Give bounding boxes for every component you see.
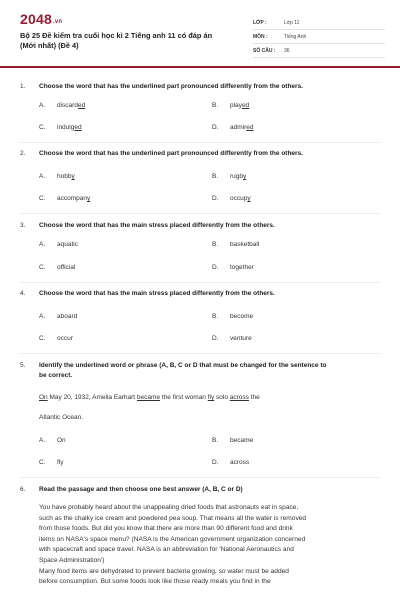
question-3: [20, 221, 380, 231]
option-d[interactable]: D. admired: [212, 124, 254, 131]
meta-label: SỐ CÂU :: [253, 48, 276, 54]
option-b[interactable]: B. become: [212, 313, 254, 320]
question-number: 5.: [20, 362, 26, 369]
option-b[interactable]: B. played: [212, 102, 250, 109]
question-text: Choose the word that has the main stress placed differently from the others.: [39, 222, 275, 229]
question-text: Identify the underlined word or phrase (A, B, C or D that must be changed for the sentence to: [39, 362, 327, 369]
question-text: Choose the word that has the underlined part pronounced differently from the others.: [39, 150, 303, 157]
divider: [20, 282, 380, 283]
option-c[interactable]: C. indulged: [39, 124, 82, 131]
passage-line: such as the chalky ice cream and powdered pea soup. That means all the water is removed: [39, 514, 307, 522]
option-letter: D.: [212, 459, 219, 466]
option-letter: D.: [212, 264, 219, 271]
question-text-cont: be correct.: [39, 372, 73, 379]
question-text: Read the passage and then choose one best answer (A, B, C or D): [39, 486, 243, 493]
divider: [20, 353, 380, 354]
question-text: Choose the word that has the main stress placed differently from the others.: [39, 290, 275, 297]
option-b[interactable]: B. basketball: [212, 241, 260, 248]
option-letter: C.: [39, 335, 46, 342]
option-letter: C.: [39, 195, 46, 202]
meta-value: 36: [284, 48, 290, 54]
option-letter: B.: [212, 437, 219, 444]
option-a[interactable]: A. hobby: [39, 173, 75, 180]
option-a[interactable]: A. On: [39, 437, 66, 444]
question-sentence-cont: Atlantic Ocean.: [39, 414, 84, 421]
question-6: [20, 485, 380, 495]
question-number: 3.: [20, 222, 26, 229]
question-1: [20, 82, 380, 92]
option-a[interactable]: A. aboard: [39, 313, 78, 320]
divider: [20, 213, 380, 214]
option-letter: B.: [212, 313, 219, 320]
option-c[interactable]: C. fly: [39, 459, 64, 466]
passage-line: from those foods. But did you know that there are more than 90 different food and drink: [39, 525, 293, 533]
option-letter: A.: [39, 102, 46, 109]
meta-row-count: [253, 45, 385, 58]
option-letter: A.: [39, 173, 46, 180]
passage-line: before consumption. But some foods look like those ready meals you find in the: [39, 578, 271, 586]
option-c[interactable]: C. accompany: [39, 195, 91, 202]
question-number: 2.: [20, 150, 26, 157]
question-number: 1.: [20, 83, 26, 90]
option-b[interactable]: B. rugby: [212, 173, 247, 180]
option-d[interactable]: D. across: [212, 459, 250, 466]
option-a[interactable]: A. discarded: [39, 102, 86, 109]
meta-row-class: [253, 17, 385, 30]
option-letter: B.: [212, 241, 219, 248]
question-2: [20, 149, 380, 159]
option-letter: D.: [212, 195, 219, 202]
question-sentence: On May 20, 1932, Amelia Earhart became the first woman fly solo across the: [39, 394, 260, 401]
page-header: [0, 0, 400, 68]
question-5: [20, 361, 380, 381]
passage-line: You have probably heard about the unappealing dried foods that astronauts eat in space,: [39, 504, 299, 511]
meta-label: LỚP :: [253, 20, 267, 26]
option-letter: B.: [212, 173, 219, 180]
option-letter: B.: [212, 102, 219, 109]
option-d[interactable]: D. venture: [212, 335, 252, 342]
document-title: Bộ 25 Đề kiểm tra cuối học kì 2 Tiếng anh 11 có đáp án (Mới nhất) (Đề 4): [20, 31, 213, 50]
option-letter: C.: [39, 124, 46, 131]
reading-passage: [39, 503, 375, 588]
passage-line: items on NASA's space menu? (NASA is the American government organization concerned: [39, 535, 306, 543]
meta-value: Lớp 11: [284, 20, 300, 26]
meta-label: MÔN :: [253, 34, 268, 40]
divider: [20, 477, 380, 478]
option-d[interactable]: D. together: [212, 264, 254, 271]
option-b[interactable]: B. became: [212, 437, 254, 444]
passage-line: with spacecraft and space travel. NASA is an abbreviation for 'National Aeronautics and: [39, 546, 294, 554]
passage-line: Space Administration'): [39, 556, 105, 564]
option-letter: A.: [39, 437, 46, 444]
question-text: Choose the word that has the underlined part pronounced differently from the others.: [39, 83, 303, 90]
option-letter: A.: [39, 313, 46, 320]
question-number: 4.: [20, 290, 26, 297]
option-letter: D.: [212, 124, 219, 131]
document-meta: [253, 17, 385, 59]
option-d[interactable]: D. occupy: [212, 195, 251, 202]
question-number: 6.: [20, 486, 26, 493]
option-c[interactable]: C. official: [39, 264, 76, 271]
site-logo[interactable]: 2048.vn: [20, 11, 63, 27]
option-c[interactable]: C. occur: [39, 335, 73, 342]
meta-row-subject: [253, 31, 385, 44]
option-letter: D.: [212, 335, 219, 342]
option-letter: C.: [39, 264, 46, 271]
option-letter: A.: [39, 241, 46, 248]
passage-line: Many food items are dehydrated to prevent bacteria growing, so water must be added: [39, 567, 289, 575]
meta-value: Tiếng Anh: [284, 34, 307, 40]
question-4: [20, 289, 380, 299]
divider: [20, 142, 380, 143]
option-a[interactable]: A. aquatic: [39, 241, 78, 248]
option-letter: C.: [39, 459, 46, 466]
